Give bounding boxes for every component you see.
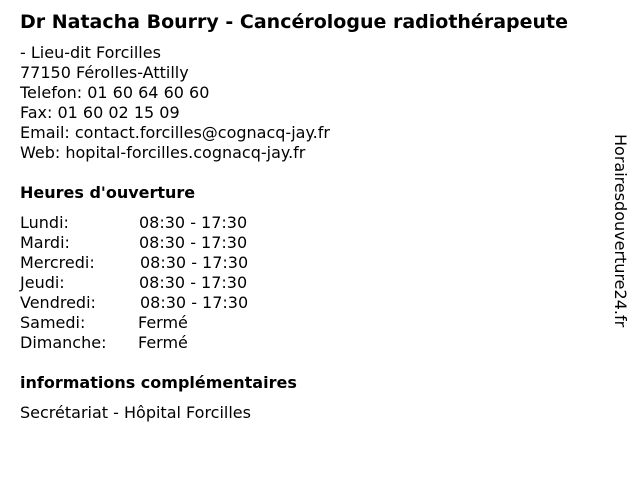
fax-line: Fax: 01 60 02 15 09: [20, 103, 180, 122]
day-label: Mardi:: [20, 233, 70, 252]
hours-row-dimanche: [20, 333, 320, 353]
hours-row-vendredi: [20, 293, 320, 313]
site-watermark: Horairesdouverture24.fr: [611, 134, 630, 328]
time-value: 08:30 - 17:30: [140, 293, 249, 312]
time-value: 08:30 - 17:30: [140, 253, 249, 272]
phone-line: Telefon: 01 60 64 60 60: [20, 83, 210, 102]
time-value: 08:30 - 17:30: [139, 213, 248, 232]
info-heading: informations complémentaires: [20, 373, 297, 392]
day-label: Vendredi:: [20, 293, 96, 312]
day-label: Mercredi:: [20, 253, 95, 272]
address-line: - Lieu-dit Forcilles: [20, 43, 161, 62]
page-title: Dr Natacha Bourry - Cancérologue radiothérapeute: [20, 11, 568, 33]
contact-block: [20, 43, 330, 163]
web-line: Web: hopital-forcilles.cognacq-jay.fr: [20, 143, 306, 162]
time-value: Fermé: [138, 313, 188, 332]
info-text: Secrétariat - Hôpital Forcilles: [20, 403, 251, 422]
hours-row-lundi: [20, 213, 320, 233]
hours-row-jeudi: [20, 273, 320, 293]
postal-city-line: 77150 Férolles-Attilly: [20, 63, 189, 82]
hours-heading: Heures d'ouverture: [20, 183, 196, 202]
day-label: Dimanche:: [20, 333, 107, 352]
day-label: Lundi:: [20, 213, 69, 232]
hours-row-mercredi: [20, 253, 320, 273]
time-value: Fermé: [138, 333, 188, 352]
hours-row-mardi: [20, 233, 320, 253]
hours-row-samedi: [20, 313, 320, 333]
time-value: 08:30 - 17:30: [139, 273, 248, 292]
day-label: Jeudi:: [20, 273, 65, 292]
email-line: Email: contact.forcilles@cognacq-jay.fr: [20, 123, 330, 142]
hours-table: [20, 213, 320, 353]
day-label: Samedi:: [20, 313, 86, 332]
time-value: 08:30 - 17:30: [139, 233, 248, 252]
